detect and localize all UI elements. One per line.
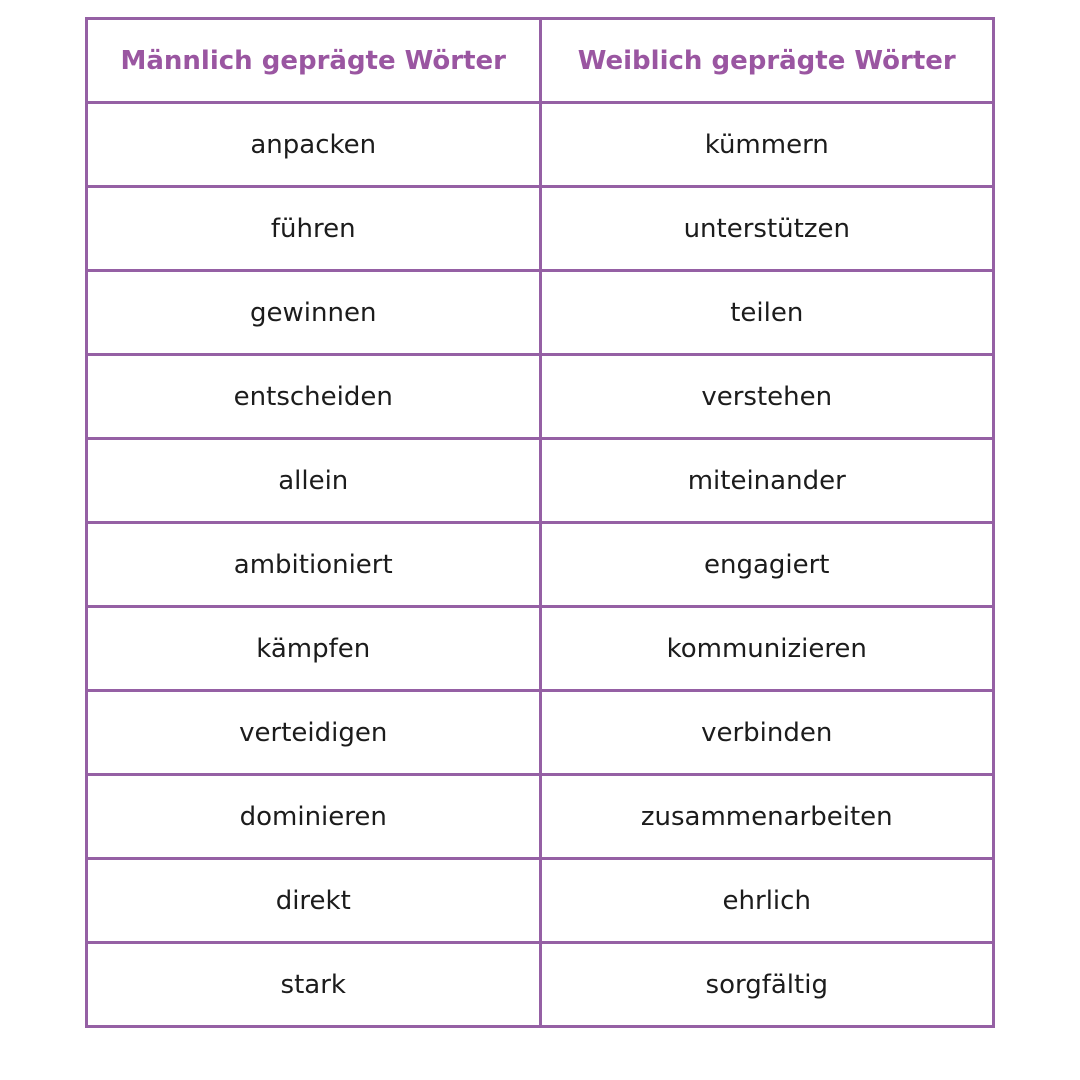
feminine-word: verbinden — [540, 691, 994, 775]
feminine-word: miteinander — [540, 439, 994, 523]
table-row — [87, 943, 994, 1027]
feminine-word: kommunizieren — [540, 607, 994, 691]
feminine-word: teilen — [540, 271, 994, 355]
table-row — [87, 859, 994, 943]
table-row — [87, 439, 994, 523]
masculine-word: stark — [87, 943, 541, 1027]
table-row — [87, 355, 994, 439]
masculine-word: direkt — [87, 859, 541, 943]
table-row — [87, 187, 994, 271]
masculine-word: dominieren — [87, 775, 541, 859]
masculine-word: führen — [87, 187, 541, 271]
masculine-word: anpacken — [87, 103, 541, 187]
feminine-word: sorgfältig — [540, 943, 994, 1027]
table-row — [87, 775, 994, 859]
feminine-word: zusammenarbeiten — [540, 775, 994, 859]
feminine-word: engagiert — [540, 523, 994, 607]
word-table — [85, 17, 995, 1028]
feminine-word: ehrlich — [540, 859, 994, 943]
header-masculine: Männlich geprägte Wörter — [87, 19, 541, 103]
table-row — [87, 523, 994, 607]
feminine-word: unterstützen — [540, 187, 994, 271]
feminine-word: kümmern — [540, 103, 994, 187]
masculine-word: allein — [87, 439, 541, 523]
masculine-word: verteidigen — [87, 691, 541, 775]
table-row — [87, 691, 994, 775]
feminine-word: verstehen — [540, 355, 994, 439]
masculine-word: ambitioniert — [87, 523, 541, 607]
masculine-word: entscheiden — [87, 355, 541, 439]
table-row — [87, 271, 994, 355]
table-row — [87, 607, 994, 691]
masculine-word: gewinnen — [87, 271, 541, 355]
table-row — [87, 103, 994, 187]
header-feminine: Weiblich geprägte Wörter — [540, 19, 994, 103]
masculine-word: kämpfen — [87, 607, 541, 691]
header-row — [87, 19, 994, 103]
